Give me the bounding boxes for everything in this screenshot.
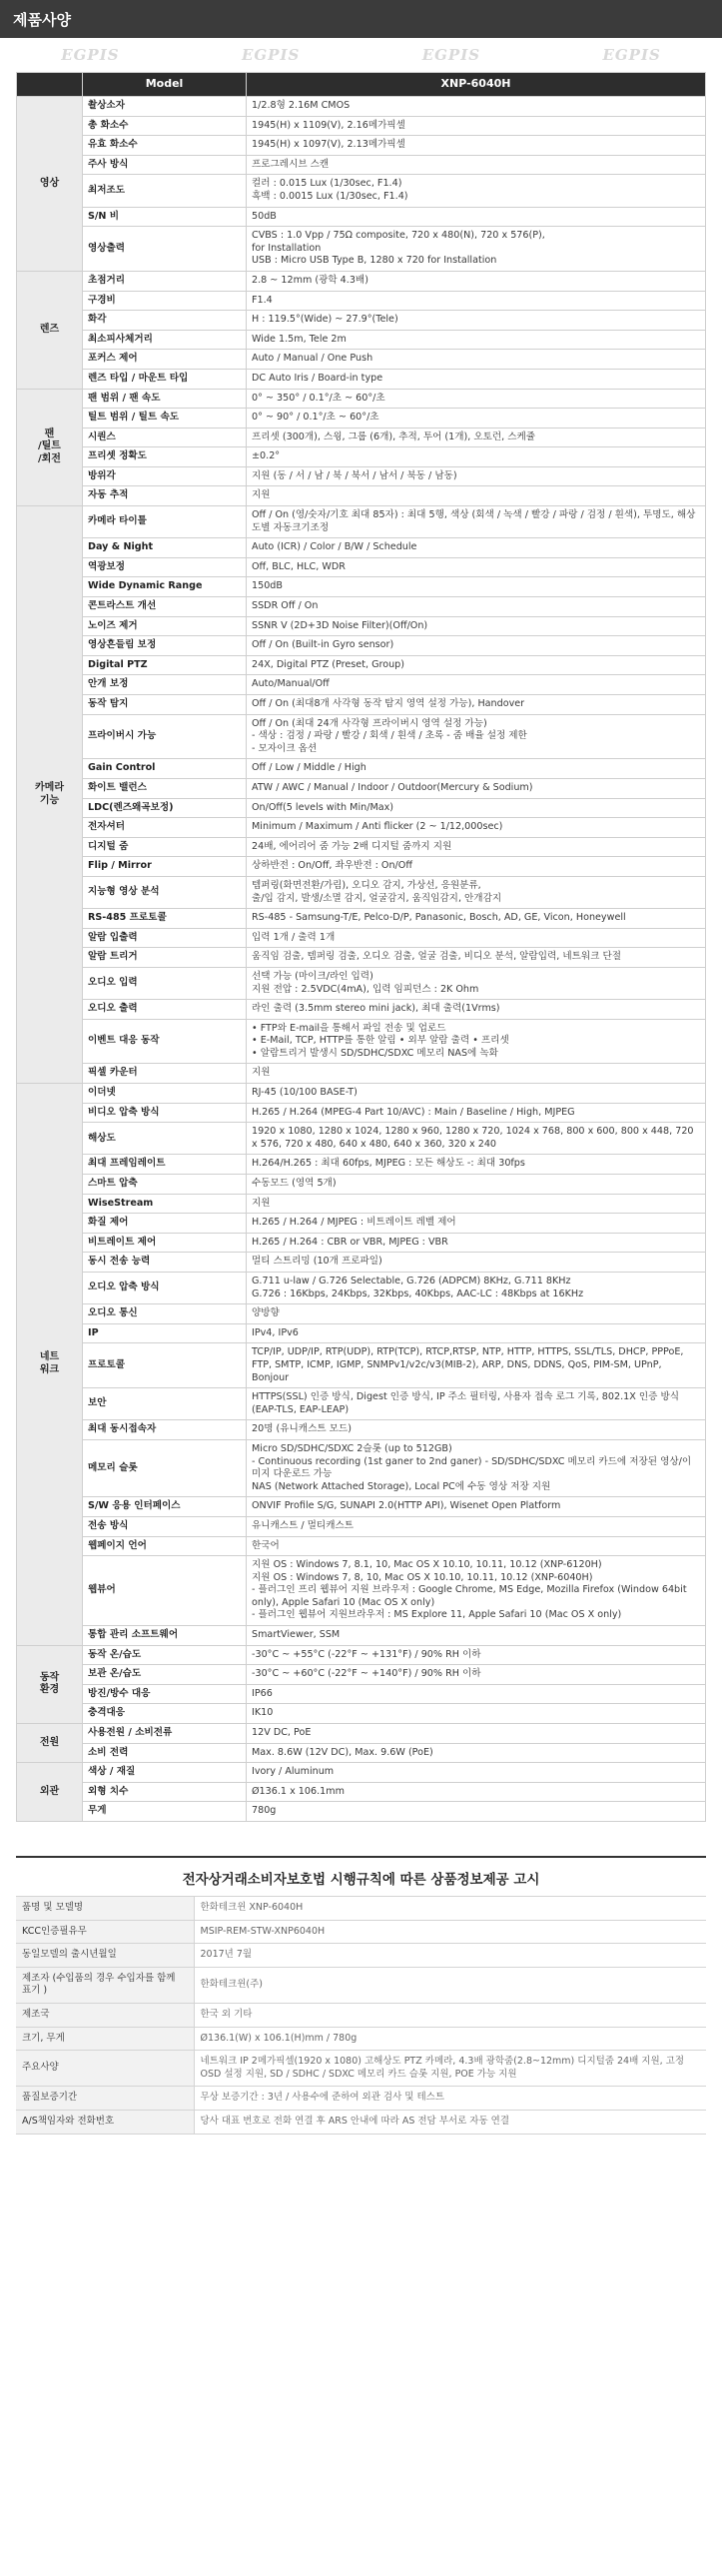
spec-value: Max. 8.6W (12V DC), Max. 9.6W (PoE) [247, 1743, 706, 1763]
spec-label: 역광보정 [83, 557, 247, 577]
spec-row [17, 967, 706, 999]
spec-value: 지원 (동 / 서 / 남 / 북 / 북서 / 남서 / 북동 / 남동) [247, 466, 706, 486]
notice-title: 전자상거래소비자보호법 시행규칙에 따른 상품정보제공 고시 [16, 1856, 706, 1896]
spec-label: 포커스 제어 [83, 350, 247, 370]
spec-value: RS-485 - Samsung-T/E, Pelco-D/P, Panasonic, Bosch, AD, GE, Vicon, Honeywell [247, 909, 706, 929]
spec-label: Day & Night [83, 538, 247, 558]
spec-header-row [17, 73, 706, 97]
spec-value: 0° ~ 350° / 0.1°/초 ~ 60°/초 [247, 389, 706, 409]
spec-row [17, 291, 706, 311]
spec-label: 화질 제어 [83, 1214, 247, 1234]
spec-row [17, 409, 706, 429]
spec-label: 해상도 [83, 1123, 247, 1155]
spec-value: Off / On (최대8개 사각형 동작 탐지 영역 설정 가능), Handover [247, 695, 706, 715]
spec-value: 유니캐스트 / 멀티캐스트 [247, 1516, 706, 1536]
spec-value: SSNR V (2D+3D Noise Filter)(Off/On) [247, 616, 706, 636]
spec-row [17, 1724, 706, 1744]
spec-label: 방위각 [83, 466, 247, 486]
spec-value: 1/2.8형 2.16M CMOS [247, 97, 706, 117]
spec-row [17, 759, 706, 779]
spec-value: H.264/H.265 : 최대 60fps, MJPEG : 모든 해상도 -: 최대 30fps [247, 1155, 706, 1175]
spec-row [17, 857, 706, 877]
spec-label: 보관 온/습도 [83, 1665, 247, 1685]
notice-value: MSIP-REM-STW-XNP6040H [194, 1920, 706, 1944]
spec-row [17, 97, 706, 117]
notice-row [16, 2110, 706, 2134]
notice-row [16, 2087, 706, 2111]
spec-label: Flip / Mirror [83, 857, 247, 877]
spec-value: Off / Low / Middle / High [247, 759, 706, 779]
spec-label: 지능형 영상 분석 [83, 876, 247, 908]
spec-row [17, 1000, 706, 1020]
spec-label: 주사 방식 [83, 155, 247, 175]
notice-value: 무상 보증기간 : 3년 / 사용수에 준하여 외관 검사 및 테스트 [194, 2087, 706, 2111]
spec-row [17, 675, 706, 695]
spec-value: 0° ~ 90° / 0.1°/초 ~ 60°/초 [247, 409, 706, 429]
spec-value: IP66 [247, 1684, 706, 1704]
spec-row [17, 909, 706, 929]
spec-label: 안개 보정 [83, 675, 247, 695]
model-label: Model [83, 73, 247, 97]
spec-value: 선택 가능 (마이크/라인 입력) 지원 전압 : 2.5VDC(4mA), 입력 임피던스 : 2K Ohm [247, 967, 706, 999]
spec-label: 오디오 통신 [83, 1304, 247, 1324]
spec-label: 오디오 압축 방식 [83, 1273, 247, 1304]
spec-row [17, 330, 706, 350]
spec-row [17, 1704, 706, 1724]
spec-value: 지원 [247, 1064, 706, 1084]
notice-value: 2017년 7월 [194, 1944, 706, 1968]
spec-row [17, 1019, 706, 1064]
spec-value: IK10 [247, 1704, 706, 1724]
notice-label: 제조자 (수입품의 경우 수입자를 함께 표기 ) [16, 1967, 194, 2003]
spec-row [17, 1103, 706, 1123]
spec-label: 비디오 압축 방식 [83, 1103, 247, 1123]
spec-label: 카메라 타이틀 [83, 506, 247, 538]
spec-value: DC Auto Iris / Board-in type [247, 369, 706, 389]
spec-value: H : 119.5°(Wide) ~ 27.9°(Tele) [247, 311, 706, 331]
spec-value: ONVIF Profile S/G, SUNAPI 2.0(HTTP API), Wisenet Open Platform [247, 1497, 706, 1517]
page-title: 제품사양 [13, 10, 71, 29]
spec-label: Gain Control [83, 759, 247, 779]
spec-label: IP [83, 1323, 247, 1343]
spec-value: HTTPS(SSL) 인증 방식, Digest 인증 방식, IP 주소 필터링, 사용자 접속 로그 기록, 802.1X 인증 방식 (EAP-TLS, EAP-LEAP) [247, 1388, 706, 1420]
model-value: XNP-6040H [247, 73, 706, 97]
spec-label: 전송 방식 [83, 1516, 247, 1536]
spec-label: 팬 범위 / 팬 속도 [83, 389, 247, 409]
spec-label: 이더넷 [83, 1084, 247, 1104]
spec-label: 렌즈 타입 / 마운트 타입 [83, 369, 247, 389]
spec-value: 1945(H) x 1109(V), 2.16메가픽셀 [247, 116, 706, 136]
spec-label: 이벤트 대응 동작 [83, 1019, 247, 1064]
spec-row [17, 1626, 706, 1646]
spec-value: RJ-45 (10/100 BASE-T) [247, 1084, 706, 1104]
spec-value: ATW / AWC / Manual / Indoor / Outdoor(Mercury & Sodium) [247, 778, 706, 798]
spec-label: 보안 [83, 1388, 247, 1420]
spec-value: Auto (ICR) / Color / B/W / Schedule [247, 538, 706, 558]
spec-label: S/W 응용 인터페이스 [83, 1497, 247, 1517]
spec-label: 디지털 줌 [83, 837, 247, 857]
spec-value: 컬러 : 0.015 Lux (1/30sec, F1.4) 흑백 : 0.0015 Lux (1/30sec, F1.4) [247, 175, 706, 207]
watermark-logo: EGPIS [421, 46, 481, 64]
spec-row [17, 1743, 706, 1763]
notice-row [16, 2027, 706, 2051]
spec-value: On/Off(5 levels with Min/Max) [247, 798, 706, 818]
spec-row [17, 778, 706, 798]
spec-value: 지원 OS : Windows 7, 8.1, 10, Mac OS X 10.10, 10.11, 10.12 (XNP-6120H) 지원 OS : Windows 7, 8, 10, Mac OS X 10.10, 10.11, 10.12 (XNP-6040H) - 플러그인 프리 웹뷰어 지원 브라우저 : Google Chrome, MS Edge, Mozilla Firefox (Window 64bit only), Apple Safari 10 (Mac OS X only) - 플러그인 웹뷰어 지원브라우저 : MS Explore 11, Apple Safari 10 (Mac OS X only) [247, 1556, 706, 1626]
spec-value: 150dB [247, 577, 706, 597]
spec-label: Digital PTZ [83, 655, 247, 675]
spec-value: Wide 1.5m, Tele 2m [247, 330, 706, 350]
spec-label: 웹페이지 언어 [83, 1536, 247, 1556]
spec-category: 카메라 기능 [17, 506, 83, 1084]
spec-label: 오디오 출력 [83, 1000, 247, 1020]
spec-row [17, 1323, 706, 1343]
spec-row [17, 506, 706, 538]
spec-value: 프리셋 (300개), 스윙, 그룹 (6개), 추적, 투어 (1개), 오토런, 스케쥴 [247, 428, 706, 447]
spec-value: -30°C ~ +60°C (-22°F ~ +140°F) / 90% RH 이하 [247, 1665, 706, 1685]
spec-label: 비트레이트 제어 [83, 1233, 247, 1253]
spec-section [16, 72, 706, 1822]
spec-label: 총 화소수 [83, 116, 247, 136]
spec-row [17, 1194, 706, 1214]
spec-value: • FTP와 E-mail을 통해서 파일 전송 및 업로드 • E-Mail, TCP, HTTP를 통한 알림 • 외부 알람 출력 • 프리셋 • 알람트리거 발생시 SD/SDHC/SDXC 메모리 NAS에 녹화 [247, 1019, 706, 1064]
spec-row [17, 1388, 706, 1420]
spec-row [17, 538, 706, 558]
spec-label: RS-485 프로토콜 [83, 909, 247, 929]
spec-value: 입력 1개 / 출력 1개 [247, 928, 706, 948]
spec-label: LDC(렌즈왜곡보정) [83, 798, 247, 818]
watermark-logo: EGPIS [61, 46, 120, 64]
spec-value: 50dB [247, 207, 706, 227]
spec-category: 전원 [17, 1724, 83, 1763]
spec-label: Wide Dynamic Range [83, 577, 247, 597]
header-empty-cell [17, 73, 83, 97]
spec-row [17, 1155, 706, 1175]
spec-value: 24배, 에어리어 줌 가능 2배 디지털 줌까지 지원 [247, 837, 706, 857]
spec-label: 최소피사체거리 [83, 330, 247, 350]
spec-label: WiseStream [83, 1194, 247, 1214]
spec-value: Auto / Manual / One Push [247, 350, 706, 370]
notice-value: 한화테크윈 XNP-6040H [194, 1897, 706, 1921]
spec-value: 1920 x 1080, 1280 x 1024, 1280 x 960, 1280 x 720, 1024 x 768, 800 x 600, 800 x 448, 720 x 576, 720 x 480, 640 x 480, 640 x 360, 320 x 240 [247, 1123, 706, 1155]
notice-value: 네트워크 IP 2메가픽셀(1920 x 1080) 고해상도 PTZ 카메라, 4.3배 광학줌(2.8~12mm) 디지털줌 24배 지원, 고정 OSD 설정 지원, SD / SDHC / SDXC 메모리 카드 슬롯 지원, POE 가능 지원 [194, 2051, 706, 2087]
spec-label: 전자셔터 [83, 818, 247, 838]
spec-value: Minimum / Maximum / Anti flicker (2 ~ 1/12,000sec) [247, 818, 706, 838]
spec-label: 메모리 슬롯 [83, 1439, 247, 1496]
spec-row [17, 271, 706, 291]
spec-row [17, 116, 706, 136]
spec-row [17, 428, 706, 447]
spec-label: 소비 전력 [83, 1743, 247, 1763]
spec-value: 양방향 [247, 1304, 706, 1324]
spec-row [17, 1343, 706, 1388]
spec-label: 자동 추적 [83, 486, 247, 506]
spec-label: 틸트 범위 / 틸트 속도 [83, 409, 247, 429]
spec-label: 픽셀 카운터 [83, 1064, 247, 1084]
spec-label: 동시 전송 능력 [83, 1253, 247, 1273]
spec-label: 프리셋 정확도 [83, 447, 247, 467]
spec-row [17, 837, 706, 857]
spec-label: 색상 / 재질 [83, 1763, 247, 1783]
spec-row [17, 1684, 706, 1704]
spec-label: 충격대응 [83, 1704, 247, 1724]
spec-value: H.265 / H.264 (MPEG-4 Part 10/AVC) : Main / Baseline / High, MJPEG [247, 1103, 706, 1123]
spec-row [17, 466, 706, 486]
notice-row [16, 1944, 706, 1968]
spec-row [17, 207, 706, 227]
spec-value: 780g [247, 1802, 706, 1822]
spec-label: 프로토콜 [83, 1343, 247, 1388]
spec-row [17, 389, 706, 409]
spec-label: 동작 탐지 [83, 695, 247, 715]
spec-row [17, 1064, 706, 1084]
spec-row [17, 1516, 706, 1536]
notice-value: Ø136.1(W) x 106.1(H)mm / 780g [194, 2027, 706, 2051]
notice-label: 동일모델의 출시년월일 [16, 1944, 194, 1968]
spec-label: 노이즈 제거 [83, 616, 247, 636]
spec-value: 멀티 스트리밍 (10개 프로파일) [247, 1253, 706, 1273]
spec-label: 사용전원 / 소비전류 [83, 1724, 247, 1744]
spec-row [17, 136, 706, 156]
spec-label: 유효 화소수 [83, 136, 247, 156]
notice-label: A/S책임자와 전화번호 [16, 2110, 194, 2134]
spec-value: 템퍼링(화면전환/가림), 오디오 감지, 가상선, 응원분류, 출/입 감지, 발생/소멸 감지, 얼굴감지, 움직임감지, 안개감지 [247, 876, 706, 908]
spec-row [17, 798, 706, 818]
spec-value: SSDR Off / On [247, 597, 706, 617]
spec-value: Ivory / Aluminum [247, 1763, 706, 1783]
spec-row [17, 714, 706, 759]
spec-label: 최저조도 [83, 175, 247, 207]
spec-row [17, 1556, 706, 1626]
spec-value: SmartViewer, SSM [247, 1626, 706, 1646]
spec-row [17, 155, 706, 175]
notice-label: 주요사양 [16, 2051, 194, 2087]
spec-label: 방진/방수 대응 [83, 1684, 247, 1704]
spec-label: 화각 [83, 311, 247, 331]
notice-label: 품명 및 모델명 [16, 1897, 194, 1921]
product-info-notice [16, 1856, 706, 2135]
spec-value: Auto/Manual/Off [247, 675, 706, 695]
spec-label: 외형 치수 [83, 1782, 247, 1802]
spec-row [17, 876, 706, 908]
spec-row [17, 695, 706, 715]
spec-value: Off / On (영/숫자/기호 최대 85자) : 최대 5행, 색상 (회색 / 녹색 / 빨강 / 파랑 / 검정 / 흰색), 투명도, 해상도별 자동크기조정 [247, 506, 706, 538]
notice-label: KCC인증필유무 [16, 1920, 194, 1944]
spec-value: 상하반전 : On/Off, 좌우반전 : On/Off [247, 857, 706, 877]
notice-label: 크기, 무게 [16, 2027, 194, 2051]
spec-value: IPv4, IPv6 [247, 1323, 706, 1343]
spec-row [17, 1802, 706, 1822]
notice-table [16, 1896, 706, 2135]
spec-row [17, 1273, 706, 1304]
spec-value: ±0.2° [247, 447, 706, 467]
spec-row [17, 1782, 706, 1802]
spec-label: 촬상소자 [83, 97, 247, 117]
spec-row [17, 597, 706, 617]
spec-value: 수동모드 (영역 5개) [247, 1175, 706, 1195]
spec-value: G.711 u-law / G.726 Selectable, G.726 (ADPCM) 8KHz, G.711 8KHz G.726 : 16Kbps, 24Kbps, 32Kbps, 40Kbps, AAC-LC : 48Kbps at 16KHz [247, 1273, 706, 1304]
spec-row [17, 1420, 706, 1440]
spec-row [17, 655, 706, 675]
spec-row [17, 350, 706, 370]
notice-row [16, 1897, 706, 1921]
notice-row [16, 2003, 706, 2027]
spec-label: 무게 [83, 1802, 247, 1822]
spec-row [17, 818, 706, 838]
spec-row [17, 1645, 706, 1665]
spec-row [17, 1763, 706, 1783]
spec-label: 프라이버시 가능 [83, 714, 247, 759]
spec-value: Off / On (Built-in Gyro sensor) [247, 636, 706, 656]
spec-value: CVBS : 1.0 Vpp / 75Ω composite, 720 x 480(N), 720 x 576(P), for Installation USB : Micro USB Type B, 1280 x 720 for Installation [247, 227, 706, 272]
spec-label: 스마트 압축 [83, 1175, 247, 1195]
spec-label: 통합 관리 소프트웨어 [83, 1626, 247, 1646]
spec-label: 구경비 [83, 291, 247, 311]
spec-label: 알람 입출력 [83, 928, 247, 948]
spec-label: 콘트라스트 개선 [83, 597, 247, 617]
spec-label: 초점거리 [83, 271, 247, 291]
watermark-logo: EGPIS [602, 46, 661, 64]
spec-row [17, 928, 706, 948]
notice-row [16, 1967, 706, 2003]
spec-label: 영상흔들림 보정 [83, 636, 247, 656]
spec-row [17, 636, 706, 656]
spec-label: 시퀀스 [83, 428, 247, 447]
spec-value: Off / On (최대 24개 사각형 프라이버시 영역 설정 가능) - 색상 : 검정 / 파랑 / 빨강 / 회색 / 흰색 / 초록 - 줌 배율 설정 제한 - 모자이크 옵션 [247, 714, 706, 759]
spec-value: 1945(H) x 1097(V), 2.13메가픽셀 [247, 136, 706, 156]
spec-row [17, 1233, 706, 1253]
spec-value: 24X, Digital PTZ (Preset, Group) [247, 655, 706, 675]
spec-label: 오디오 입력 [83, 967, 247, 999]
notice-value: 한국 외 기타 [194, 2003, 706, 2027]
spec-label: S/N 비 [83, 207, 247, 227]
spec-row [17, 1497, 706, 1517]
spec-row [17, 1175, 706, 1195]
spec-row [17, 447, 706, 467]
spec-row [17, 1123, 706, 1155]
spec-value: -30°C ~ +55°C (-22°F ~ +131°F) / 90% RH 이하 [247, 1645, 706, 1665]
page-header [0, 0, 722, 38]
spec-label: 최대 프레임레이트 [83, 1155, 247, 1175]
spec-row [17, 227, 706, 272]
spec-category: 팬 /틸트 /회전 [17, 389, 83, 506]
spec-label: 동작 온/습도 [83, 1645, 247, 1665]
spec-value: 한국어 [247, 1536, 706, 1556]
spec-value: 지원 [247, 1194, 706, 1214]
notice-row [16, 2051, 706, 2087]
spec-row [17, 311, 706, 331]
spec-value: 라인 출력 (3.5mm stereo mini jack), 최대 출력(1Vrms) [247, 1000, 706, 1020]
spec-value: F1.4 [247, 291, 706, 311]
spec-value: Micro SD/SDHC/SDXC 2슬롯 (up to 512GB) - Continuous recording (1st ganer to 2nd ganer) - SD/SDHC/SDXC 메모리 카드에 저장된 영상/이미지 다운로드 가능 NAS (Network Attached Storage), Local PC에 수동 영상 저장 지원 [247, 1439, 706, 1496]
spec-value: 2.8 ~ 12mm (광학 4.3배) [247, 271, 706, 291]
spec-label: 알람 트리거 [83, 948, 247, 968]
spec-value: TCP/IP, UDP/IP, RTP(UDP), RTP(TCP), RTCP,RTSP, NTP, HTTP, HTTPS, SSL/TLS, DHCP, PPPoE, FTP, SMTP, ICMP, IGMP, SNMPv1/v2c/v3(MIB-2), ARP, DNS, DDNS, QoS, PIM-SM, UPnP, Bonjour [247, 1343, 706, 1388]
notice-label: 품질보증기간 [16, 2087, 194, 2111]
spec-row [17, 1214, 706, 1234]
notice-value: 한화테크윈(주) [194, 1967, 706, 2003]
spec-row [17, 948, 706, 968]
spec-value: 움직임 검출, 템퍼링 검출, 오디오 검출, 얼굴 검출, 비디오 분석, 알람입력, 네트워크 단절 [247, 948, 706, 968]
spec-label: 화이트 밸런스 [83, 778, 247, 798]
spec-row [17, 557, 706, 577]
spec-value: Ø136.1 x 106.1mm [247, 1782, 706, 1802]
spec-row [17, 175, 706, 207]
spec-value: H.265 / H.264 : CBR or VBR, MJPEG : VBR [247, 1233, 706, 1253]
spec-row [17, 1253, 706, 1273]
spec-category: 영상 [17, 97, 83, 272]
spec-row [17, 1084, 706, 1104]
spec-value: Off, BLC, HLC, WDR [247, 557, 706, 577]
spec-value: H.265 / H.264 / MJPEG : 비트레이트 레벨 제어 [247, 1214, 706, 1234]
spec-value: 지원 [247, 486, 706, 506]
spec-row [17, 577, 706, 597]
watermark-logo: EGPIS [241, 46, 301, 64]
spec-value: 프로그레시브 스캔 [247, 155, 706, 175]
spec-row [17, 369, 706, 389]
spec-category: 외관 [17, 1763, 83, 1822]
spec-row [17, 1536, 706, 1556]
spec-value: 20명 (유니캐스트 모드) [247, 1420, 706, 1440]
spec-row [17, 616, 706, 636]
spec-table [16, 72, 706, 1822]
spec-row [17, 1304, 706, 1324]
spec-label: 영상출력 [83, 227, 247, 272]
spec-category: 렌즈 [17, 271, 83, 389]
notice-row [16, 1920, 706, 1944]
spec-category: 네트 워크 [17, 1084, 83, 1646]
spec-row [17, 1439, 706, 1496]
spec-category: 동작 환경 [17, 1645, 83, 1723]
spec-label: 최대 동시접속자 [83, 1420, 247, 1440]
spec-row [17, 1665, 706, 1685]
watermark-strip [0, 38, 722, 72]
notice-value: 당사 대표 번호로 전화 연결 후 ARS 안내에 따라 AS 전담 부서로 자동 연결 [194, 2110, 706, 2134]
spec-value: 12V DC, PoE [247, 1724, 706, 1744]
notice-label: 제조국 [16, 2003, 194, 2027]
spec-label: 웹뷰어 [83, 1556, 247, 1626]
spec-row [17, 486, 706, 506]
